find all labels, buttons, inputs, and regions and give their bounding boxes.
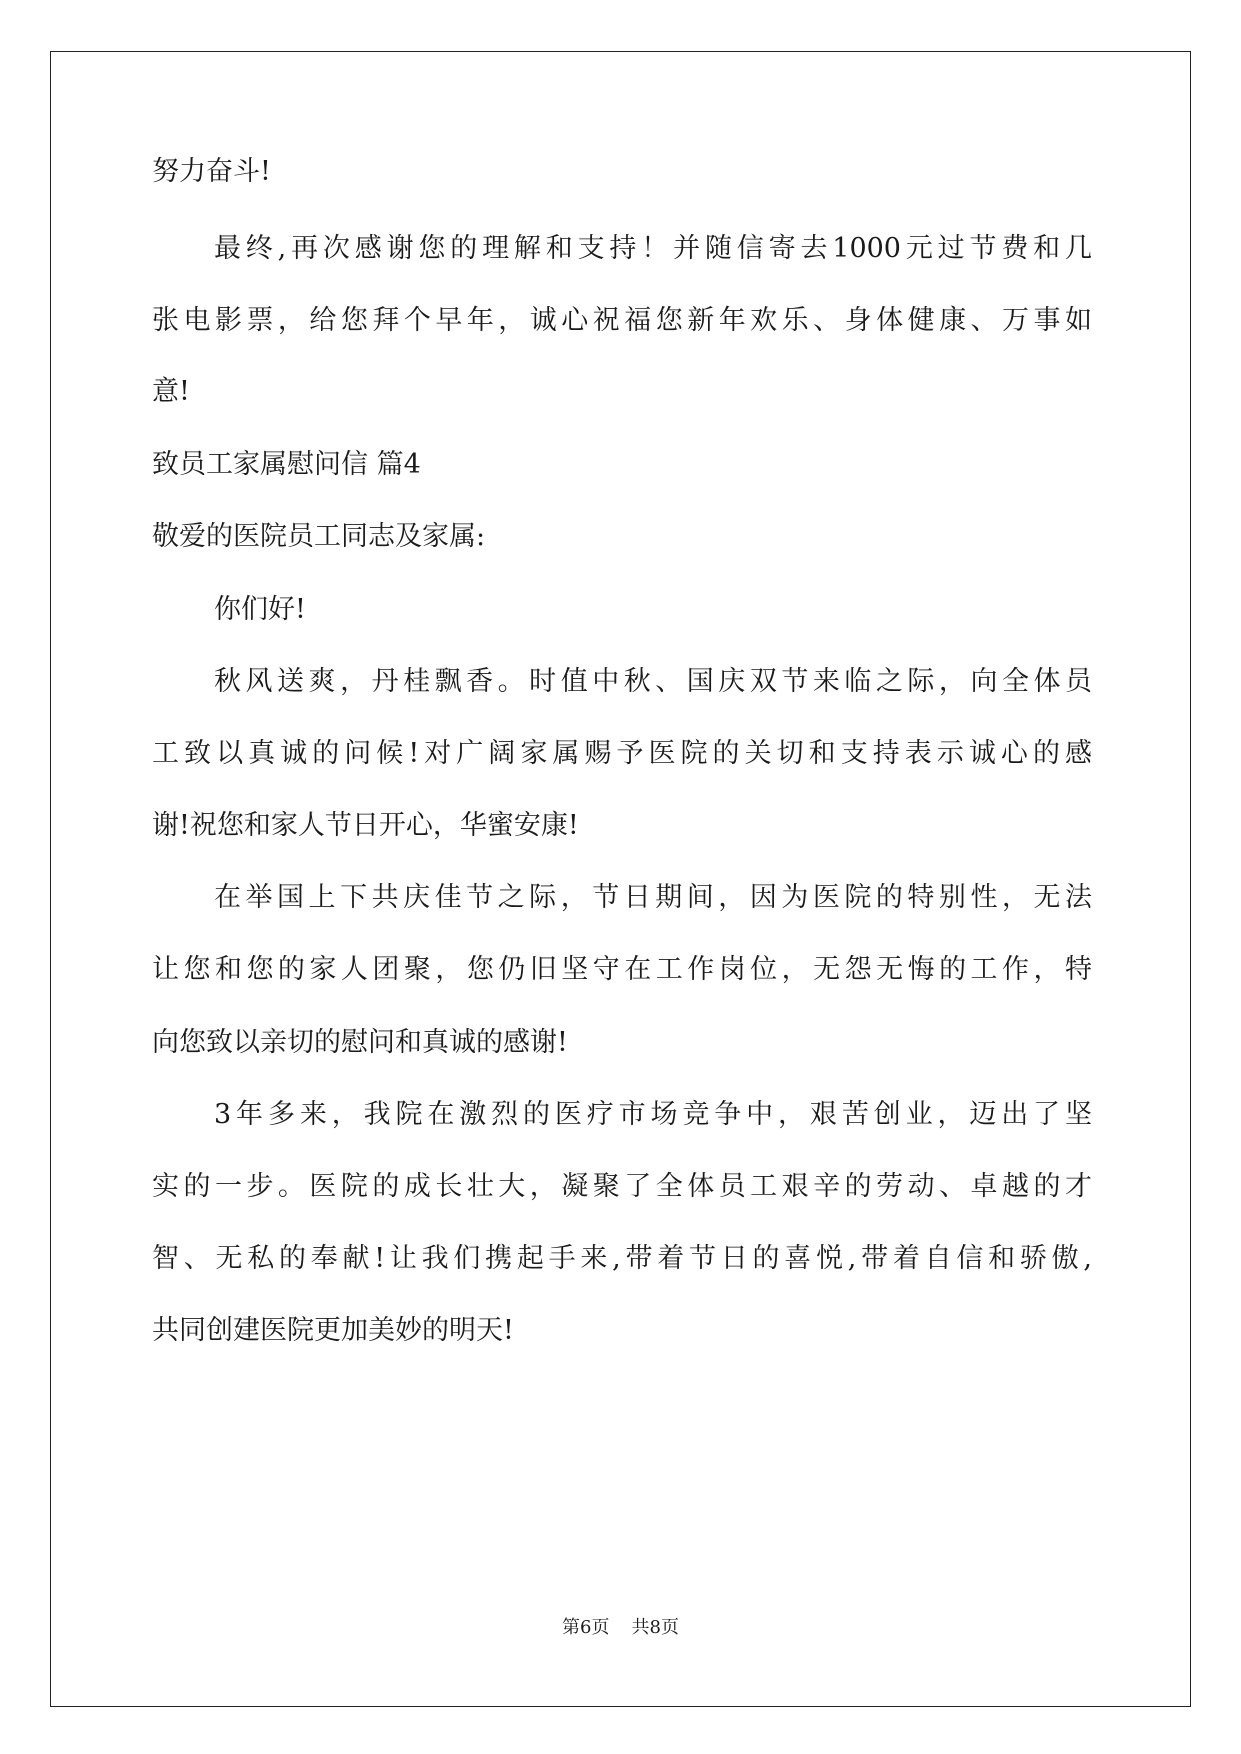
body-line: 谢!祝您和家人节日开心，华蜜安康! [152, 810, 579, 841]
body-line: 最终,再次感谢您的理解和支持！并随信寄去1000元过节费和几 [214, 233, 1092, 264]
body-line: 努力奋斗! [152, 156, 271, 187]
body-line: 意! [152, 376, 190, 407]
current-page-label: 第6页 [562, 1617, 610, 1638]
section-heading: 致员工家属慰问信 篇4 [152, 449, 421, 480]
body-line: 让您和您的家人团聚，您仍旧坚守在工作岗位，无怨无悔的工作，特 [152, 954, 1092, 985]
page-footer [0, 1616, 1241, 1640]
page-border [50, 51, 1191, 1707]
body-line: 向您致以亲切的慰问和真诚的感谢! [152, 1027, 568, 1058]
body-line: 工致以真诚的问候!对广阔家属赐予医院的关切和支持表示诚心的感 [152, 738, 1092, 769]
body-line: 实的一步。医院的成长壮大，凝聚了全体员工艰辛的劳动、卓越的才 [152, 1171, 1092, 1202]
salutation: 敬爱的医院员工同志及家属: [152, 521, 486, 552]
total-pages-label: 共8页 [631, 1617, 679, 1638]
greeting: 你们好! [214, 594, 306, 625]
body-line: 张电影票，给您拜个早年，诚心祝福您新年欢乐、身体健康、万事如 [152, 305, 1092, 336]
body-line: 在举国上下共庆佳节之际，节日期间，因为医院的特别性，无法 [214, 882, 1092, 913]
body-line: 智、无私的奉献!让我们携起手来,带着节日的喜悦,带着自信和骄傲, [152, 1243, 1092, 1274]
body-line: 共同创建医院更加美妙的明天! [152, 1315, 514, 1346]
body-line: 秋风送爽，丹桂飘香。时值中秋、国庆双节来临之际，向全体员 [214, 666, 1092, 697]
body-line: 3年多来，我院在激烈的医疗市场竞争中，艰苦创业，迈出了坚 [214, 1099, 1092, 1130]
